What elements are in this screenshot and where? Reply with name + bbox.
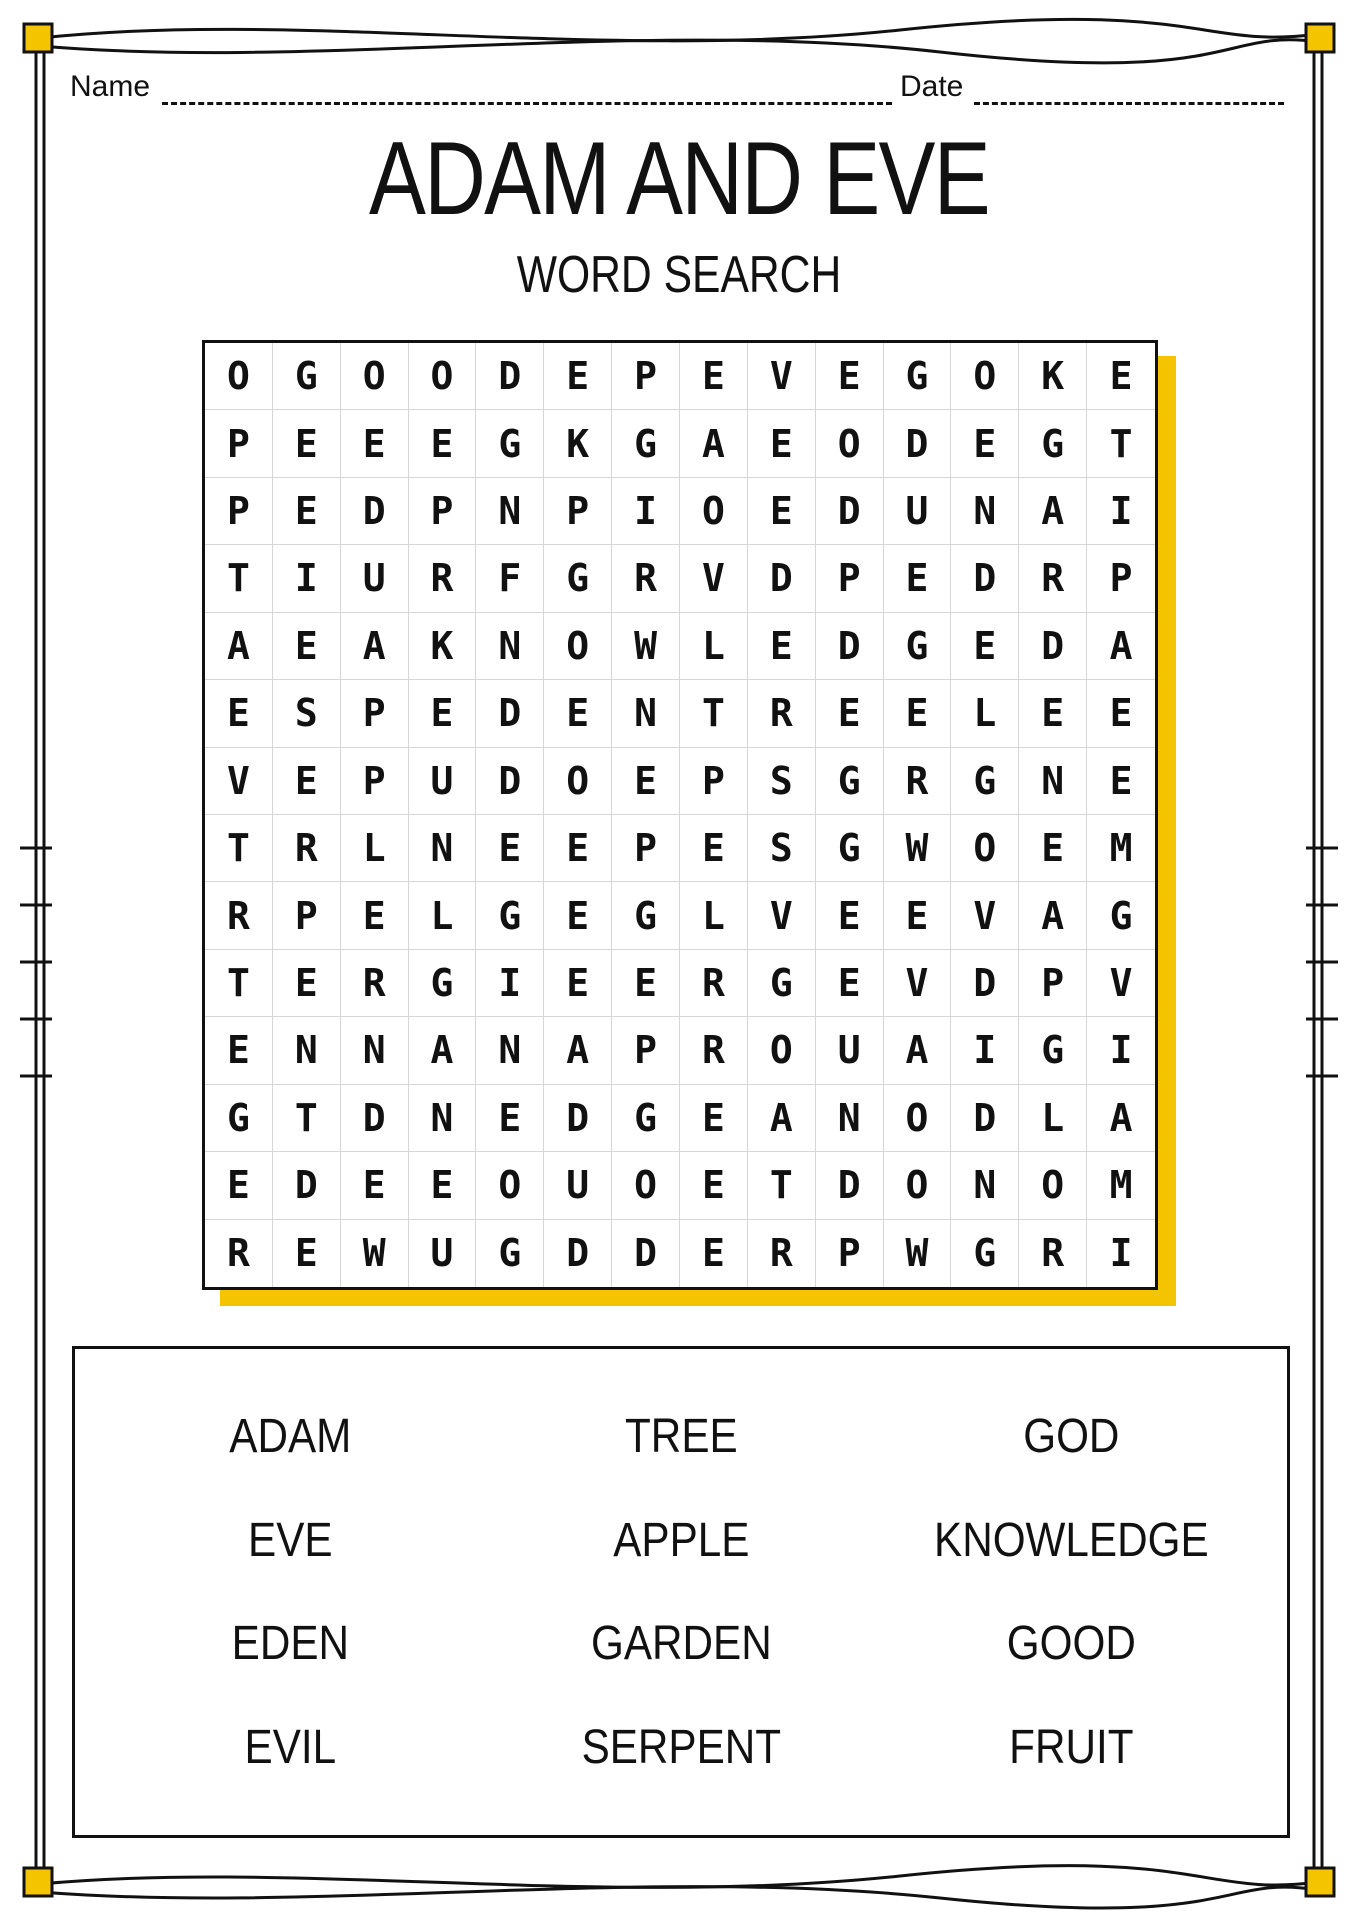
word-list-item: EVE bbox=[248, 1513, 333, 1567]
grid-cell[interactable]: E bbox=[409, 410, 477, 477]
grid-cell[interactable]: E bbox=[205, 680, 273, 747]
grid-cell[interactable]: E bbox=[341, 1152, 409, 1219]
grid-cell[interactable]: O bbox=[884, 1085, 952, 1152]
grid-cell[interactable]: D bbox=[1019, 613, 1087, 680]
grid-cell[interactable]: G bbox=[951, 748, 1019, 815]
grid-cell[interactable]: R bbox=[680, 1017, 748, 1084]
grid-cell[interactable]: K bbox=[544, 410, 612, 477]
grid-cell[interactable]: U bbox=[884, 478, 952, 545]
grid-cell[interactable]: R bbox=[884, 748, 952, 815]
grid-cell[interactable]: R bbox=[748, 680, 816, 747]
grid-cell[interactable]: A bbox=[1087, 1085, 1155, 1152]
grid-cell[interactable]: A bbox=[544, 1017, 612, 1084]
grid-cell[interactable]: W bbox=[612, 613, 680, 680]
grid-cell[interactable]: V bbox=[748, 343, 816, 410]
grid-cell[interactable]: A bbox=[884, 1017, 952, 1084]
grid-cell[interactable]: L bbox=[680, 882, 748, 949]
grid-cell[interactable]: I bbox=[1087, 1017, 1155, 1084]
grid-cell[interactable]: E bbox=[951, 410, 1019, 477]
grid-cell[interactable]: D bbox=[748, 545, 816, 612]
grid-cell[interactable]: P bbox=[273, 882, 341, 949]
word-list-item: EDEN bbox=[231, 1617, 349, 1671]
word-list-item: EVIL bbox=[244, 1720, 337, 1774]
grid-cell[interactable]: E bbox=[273, 950, 341, 1017]
grid-cell[interactable]: E bbox=[1019, 815, 1087, 882]
grid-cell[interactable]: E bbox=[544, 680, 612, 747]
grid-cell[interactable]: N bbox=[816, 1085, 884, 1152]
grid-cell[interactable]: N bbox=[409, 1085, 477, 1152]
grid-cell[interactable]: N bbox=[409, 815, 477, 882]
grid-cell[interactable]: S bbox=[273, 680, 341, 747]
grid-cell[interactable]: O bbox=[205, 343, 273, 410]
grid-cell[interactable]: I bbox=[612, 478, 680, 545]
grid-cell[interactable]: T bbox=[1087, 410, 1155, 477]
grid-cell[interactable]: G bbox=[409, 950, 477, 1017]
grid-cell[interactable]: G bbox=[476, 410, 544, 477]
grid-cell[interactable]: E bbox=[273, 410, 341, 477]
grid-cell[interactable]: E bbox=[341, 882, 409, 949]
grid-cell[interactable]: E bbox=[884, 882, 952, 949]
name-field[interactable] bbox=[162, 102, 892, 105]
grid-cell[interactable]: E bbox=[544, 815, 612, 882]
grid-cell[interactable]: D bbox=[273, 1152, 341, 1219]
grid-cell[interactable]: E bbox=[680, 1085, 748, 1152]
grid-cell[interactable]: N bbox=[612, 680, 680, 747]
grid-cell[interactable]: U bbox=[544, 1152, 612, 1219]
grid-cell[interactable]: O bbox=[680, 478, 748, 545]
grid-cell[interactable]: T bbox=[205, 545, 273, 612]
grid-cell[interactable]: L bbox=[951, 680, 1019, 747]
date-label: Date bbox=[900, 70, 964, 103]
grid-cell[interactable]: A bbox=[409, 1017, 477, 1084]
grid-cell[interactable]: E bbox=[748, 478, 816, 545]
grid-cell[interactable]: D bbox=[476, 680, 544, 747]
grid-cell[interactable]: E bbox=[476, 815, 544, 882]
grid-cell[interactable]: E bbox=[1087, 343, 1155, 410]
grid-cell[interactable]: P bbox=[409, 478, 477, 545]
grid-cell[interactable]: P bbox=[544, 478, 612, 545]
grid-cell[interactable]: E bbox=[476, 1085, 544, 1152]
grid-cell[interactable]: K bbox=[1019, 343, 1087, 410]
word-list-item: TREE bbox=[624, 1410, 738, 1464]
grid-cell[interactable]: K bbox=[409, 613, 477, 680]
word-list-item: KNOWLEDGE bbox=[934, 1513, 1209, 1567]
grid-cell[interactable]: N bbox=[951, 478, 1019, 545]
grid-cell[interactable]: E bbox=[884, 545, 952, 612]
grid-cell[interactable]: R bbox=[341, 950, 409, 1017]
grid-cell[interactable]: P bbox=[612, 815, 680, 882]
name-date-header bbox=[70, 62, 1288, 112]
grid-cell[interactable]: O bbox=[476, 1152, 544, 1219]
grid-cell[interactable]: L bbox=[409, 882, 477, 949]
grid-cell[interactable]: V bbox=[680, 545, 748, 612]
grid-cell[interactable]: V bbox=[951, 882, 1019, 949]
grid-cell[interactable]: U bbox=[409, 748, 477, 815]
grid-cell[interactable]: W bbox=[884, 1220, 952, 1287]
grid-cell[interactable]: A bbox=[1087, 613, 1155, 680]
grid-cell[interactable]: D bbox=[951, 1085, 1019, 1152]
grid-cell[interactable]: O bbox=[816, 410, 884, 477]
grid-cell[interactable]: G bbox=[884, 613, 952, 680]
grid-cell[interactable]: O bbox=[951, 815, 1019, 882]
grid-cell[interactable]: A bbox=[205, 613, 273, 680]
grid-cell[interactable]: P bbox=[612, 1017, 680, 1084]
grid-cell[interactable]: O bbox=[544, 748, 612, 815]
grid-cell[interactable]: V bbox=[748, 882, 816, 949]
grid-cell[interactable]: U bbox=[816, 1017, 884, 1084]
grid-cell[interactable]: G bbox=[612, 410, 680, 477]
grid-cell[interactable]: P bbox=[1087, 545, 1155, 612]
grid-cell[interactable]: R bbox=[680, 950, 748, 1017]
grid-cell[interactable]: D bbox=[951, 545, 1019, 612]
grid-cell[interactable]: E bbox=[1019, 680, 1087, 747]
grid-cell[interactable]: E bbox=[680, 815, 748, 882]
grid-cell[interactable]: W bbox=[884, 815, 952, 882]
grid-cell[interactable]: R bbox=[1019, 1220, 1087, 1287]
grid-cell[interactable]: E bbox=[680, 1220, 748, 1287]
grid-cell[interactable]: P bbox=[341, 748, 409, 815]
grid-cell[interactable]: I bbox=[273, 545, 341, 612]
date-field[interactable] bbox=[974, 102, 1284, 105]
grid-cell[interactable]: O bbox=[748, 1017, 816, 1084]
grid-cell[interactable]: E bbox=[612, 748, 680, 815]
grid-cell[interactable]: D bbox=[816, 478, 884, 545]
grid-cell[interactable]: L bbox=[680, 613, 748, 680]
grid-cell[interactable]: A bbox=[341, 613, 409, 680]
grid-cell[interactable]: V bbox=[1087, 950, 1155, 1017]
grid-cell[interactable]: E bbox=[544, 950, 612, 1017]
grid-cell[interactable]: E bbox=[816, 950, 884, 1017]
grid-cell[interactable]: G bbox=[476, 1220, 544, 1287]
grid-cell[interactable]: O bbox=[612, 1152, 680, 1219]
grid-cell[interactable]: G bbox=[951, 1220, 1019, 1287]
page-subtitle: WORD SEARCH bbox=[516, 246, 842, 304]
word-list-item: GARDEN bbox=[590, 1617, 772, 1671]
grid-cell[interactable]: E bbox=[884, 680, 952, 747]
grid-cell[interactable]: E bbox=[273, 748, 341, 815]
grid-cell[interactable]: D bbox=[816, 613, 884, 680]
grid-cell[interactable]: P bbox=[680, 748, 748, 815]
grid-cell[interactable]: G bbox=[1087, 882, 1155, 949]
grid-cell[interactable]: P bbox=[816, 1220, 884, 1287]
grid-cell[interactable]: E bbox=[341, 410, 409, 477]
grid-cell[interactable]: E bbox=[273, 478, 341, 545]
word-list-item: APPLE bbox=[612, 1513, 750, 1567]
grid-cell[interactable]: G bbox=[816, 815, 884, 882]
grid-cell[interactable]: P bbox=[205, 410, 273, 477]
grid-cell[interactable]: N bbox=[476, 613, 544, 680]
grid-cell[interactable]: I bbox=[951, 1017, 1019, 1084]
grid-cell[interactable]: G bbox=[816, 748, 884, 815]
grid-cell[interactable]: A bbox=[1019, 882, 1087, 949]
grid-cell[interactable]: N bbox=[273, 1017, 341, 1084]
grid-cell[interactable]: D bbox=[476, 343, 544, 410]
grid-cell[interactable]: G bbox=[273, 343, 341, 410]
grid-cell[interactable]: D bbox=[612, 1220, 680, 1287]
grid-cell[interactable]: N bbox=[341, 1017, 409, 1084]
grid-cell[interactable]: A bbox=[1019, 478, 1087, 545]
word-list-item: ADAM bbox=[229, 1410, 352, 1464]
grid-cell[interactable]: R bbox=[1019, 545, 1087, 612]
grid-cell[interactable]: E bbox=[816, 343, 884, 410]
grid-cell[interactable]: T bbox=[273, 1085, 341, 1152]
grid-cell[interactable]: G bbox=[612, 1085, 680, 1152]
grid-cell[interactable]: R bbox=[612, 545, 680, 612]
grid-cell[interactable]: R bbox=[748, 1220, 816, 1287]
name-label: Name bbox=[70, 70, 151, 103]
grid-cell[interactable]: L bbox=[1019, 1085, 1087, 1152]
grid-cell[interactable]: D bbox=[951, 950, 1019, 1017]
grid-cell[interactable]: S bbox=[748, 748, 816, 815]
grid-cell[interactable]: M bbox=[1087, 815, 1155, 882]
word-list-item: GOOD bbox=[1007, 1617, 1137, 1671]
grid-cell[interactable]: N bbox=[476, 1017, 544, 1084]
grid-cell[interactable]: I bbox=[1109, 1231, 1133, 1276]
grid-cell[interactable]: E bbox=[273, 1220, 341, 1287]
grid-cell[interactable]: P bbox=[816, 545, 884, 612]
grid-cell[interactable]: E bbox=[1087, 680, 1155, 747]
grid-cell[interactable]: E bbox=[273, 613, 341, 680]
grid-cell[interactable]: W bbox=[341, 1220, 409, 1287]
grid-cell[interactable]: E bbox=[1087, 748, 1155, 815]
grid-cell[interactable]: O bbox=[544, 613, 612, 680]
grid-cell[interactable]: E bbox=[205, 1152, 273, 1219]
grid-cell[interactable]: M bbox=[1087, 1152, 1155, 1219]
grid-cell[interactable]: T bbox=[205, 950, 273, 1017]
grid-cell[interactable]: E bbox=[544, 343, 612, 410]
grid-cell[interactable]: E bbox=[951, 613, 1019, 680]
word-list-item: GOD bbox=[1023, 1410, 1120, 1464]
grid-cell[interactable]: G bbox=[205, 1085, 273, 1152]
grid-cell[interactable]: O bbox=[951, 343, 1019, 410]
grid-cell[interactable]: N bbox=[1019, 748, 1087, 815]
grid-cell[interactable]: E bbox=[748, 613, 816, 680]
grid-cell[interactable]: E bbox=[748, 410, 816, 477]
grid-cell[interactable]: D bbox=[476, 748, 544, 815]
grid-cell[interactable]: I bbox=[476, 950, 544, 1017]
grid-cell[interactable]: O bbox=[1019, 1152, 1087, 1219]
grid-cell[interactable]: E bbox=[816, 680, 884, 747]
grid-cell[interactable]: G bbox=[1019, 1017, 1087, 1084]
grid-cell[interactable]: D bbox=[544, 1085, 612, 1152]
grid-cell[interactable]: L bbox=[341, 815, 409, 882]
grid-cell[interactable]: E bbox=[816, 882, 884, 949]
grid-cell[interactable]: G bbox=[476, 882, 544, 949]
grid-cell[interactable]: R bbox=[205, 1220, 273, 1287]
grid-cell[interactable]: E bbox=[409, 1152, 477, 1219]
grid-cell[interactable]: O bbox=[409, 343, 477, 410]
word-list-box bbox=[72, 1346, 1290, 1838]
grid-cell[interactable]: R bbox=[409, 545, 477, 612]
grid-cell[interactable]: R bbox=[273, 815, 341, 882]
grid-cell[interactable]: N bbox=[951, 1152, 1019, 1219]
grid-cell[interactable]: G bbox=[544, 545, 612, 612]
grid-cell[interactable]: V bbox=[884, 950, 952, 1017]
grid-cell[interactable]: O bbox=[341, 343, 409, 410]
grid-cell[interactable]: R bbox=[205, 882, 273, 949]
grid-cell[interactable]: G bbox=[1019, 410, 1087, 477]
word-search-grid bbox=[202, 340, 1158, 1290]
grid-cell[interactable]: A bbox=[748, 1085, 816, 1152]
grid-cell[interactable]: N bbox=[476, 478, 544, 545]
word-list-item: SERPENT bbox=[581, 1720, 781, 1774]
grid-cell[interactable]: E bbox=[680, 343, 748, 410]
grid-cell[interactable]: E bbox=[544, 882, 612, 949]
grid-cell[interactable]: I bbox=[1087, 478, 1155, 545]
grid-cell[interactable]: P bbox=[205, 478, 273, 545]
grid-cell[interactable]: T bbox=[748, 1152, 816, 1219]
grid-cell[interactable]: D bbox=[544, 1220, 612, 1287]
grid-cell[interactable]: G bbox=[612, 882, 680, 949]
grid-cell[interactable]: E bbox=[409, 680, 477, 747]
grid-cell[interactable]: A bbox=[680, 410, 748, 477]
grid-cell[interactable]: U bbox=[341, 545, 409, 612]
page-title: ADAM AND EVE bbox=[368, 121, 990, 237]
grid-cell[interactable]: G bbox=[884, 343, 952, 410]
grid-cell[interactable]: D bbox=[341, 1085, 409, 1152]
grid-cell[interactable]: F bbox=[476, 545, 544, 612]
grid-cell[interactable]: D bbox=[341, 478, 409, 545]
grid-cell[interactable]: E bbox=[612, 950, 680, 1017]
grid-cell[interactable]: S bbox=[748, 815, 816, 882]
grid-cell[interactable]: P bbox=[341, 680, 409, 747]
grid-cell[interactable]: P bbox=[612, 343, 680, 410]
word-list-item: FRUIT bbox=[1009, 1720, 1134, 1774]
grid-cell[interactable]: G bbox=[748, 950, 816, 1017]
grid-cell[interactable]: T bbox=[205, 815, 273, 882]
grid-cell[interactable]: O bbox=[884, 1152, 952, 1219]
grid-cell[interactable]: T bbox=[680, 680, 748, 747]
grid-cell[interactable]: D bbox=[816, 1152, 884, 1219]
grid-cell[interactable]: E bbox=[205, 1017, 273, 1084]
grid-cell[interactable]: U bbox=[409, 1220, 477, 1287]
grid-cell[interactable]: E bbox=[680, 1152, 748, 1219]
grid-cell[interactable]: P bbox=[1019, 950, 1087, 1017]
grid-cell[interactable]: D bbox=[884, 410, 952, 477]
grid-cell[interactable]: V bbox=[205, 748, 273, 815]
